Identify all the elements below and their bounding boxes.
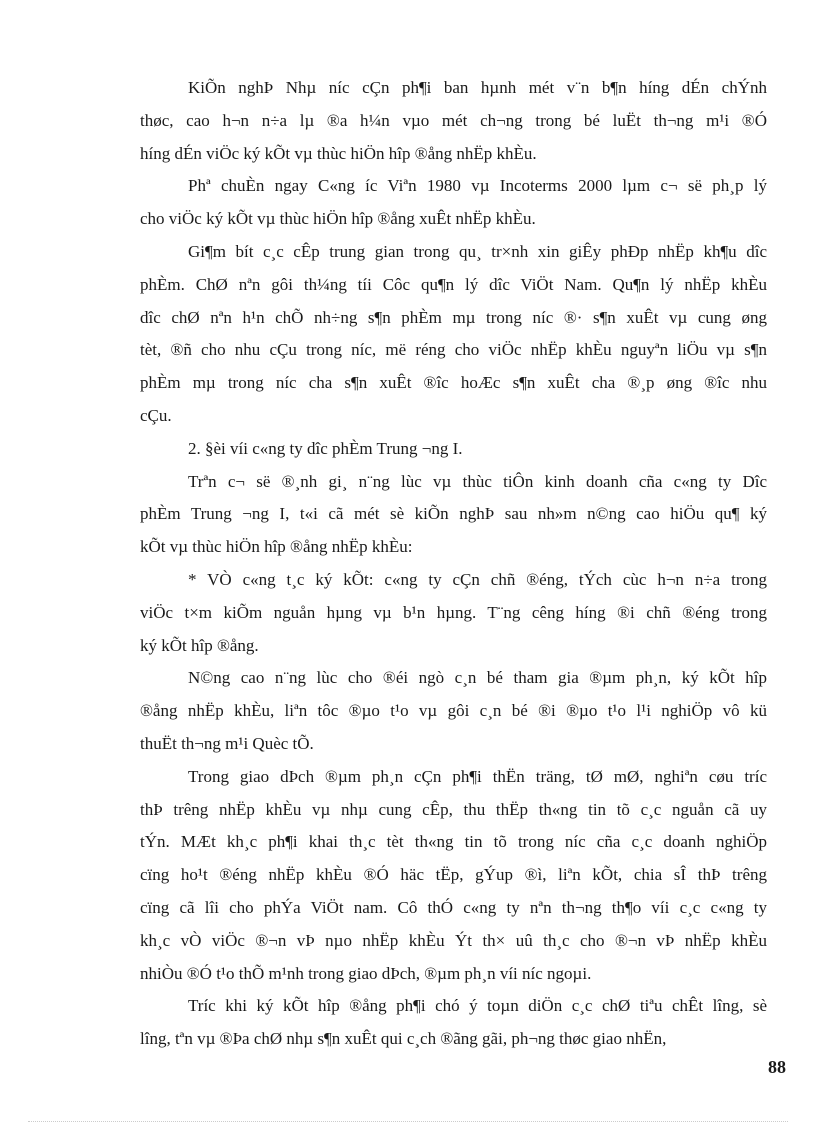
- text-line: cïng ho¹t ®éng nhËp khÈu ®Ó häc tËp, gÝup ®ì, liªn kÕt, chia sÎ thÞ trêng: [140, 865, 767, 885]
- text-line: viÖc t×m kiÕm nguån hµng vµ b¹n hµng. T¨ng cêng híng ®i chñ ®éng trong: [140, 602, 767, 622]
- paragraph: [140, 72, 767, 170]
- text-line: kÕt vµ thùc hiÖn hîp ®ång nhËp khÈu:: [140, 537, 413, 557]
- paragraph: [140, 761, 767, 991]
- text-line: nhiÒu ®Ó t¹o thÕ m¹nh trong giao dÞch, ®µm ph¸n víi níc ngoµi.: [140, 963, 592, 983]
- text-line: kh¸c vÒ viÖc ®¬n vÞ nµo nhËp khÈu Ýt th× uû th¸c cho ®¬n vÞ nhËp khÈu: [140, 930, 767, 950]
- text-line: thÞ trêng nhËp khÈu vµ nhµ cung cÊp, thu thËp th«ng tin tõ c¸c nguån cã uy: [140, 799, 767, 819]
- paragraph: [140, 990, 767, 1056]
- footer-rule: [28, 1121, 788, 1122]
- body-text: [140, 72, 767, 1056]
- text-line: KiÕn nghÞ Nhµ níc cÇn ph¶i ban hµnh mét v¨n b¶n híng dÉn chÝnh: [188, 78, 767, 97]
- text-line: thøc, cao h¬n n÷a lµ ®a h¼n vµo mét ch¬ng trong bé luËt th¬ng m¹i ®Ó: [140, 110, 767, 130]
- page-number: 88: [768, 1057, 786, 1077]
- paragraph: [140, 662, 767, 760]
- paragraph: [140, 466, 767, 564]
- text-line: híng dÉn viÖc ký kÕt vµ thùc hiÖn hîp ®ång nhËp khÈu.: [140, 143, 537, 163]
- text-line: ®ång nhËp khÈu, liªn tôc ®µo t¹o vµ gôi c¸n bé ®i ®µo t¹o l¹i nghiÖp vô kü: [140, 701, 767, 721]
- text-line: Trong giao dÞch ®µm ph¸n cÇn ph¶i thËn träng, tØ mØ, nghiªn cøu tríc: [188, 766, 767, 786]
- text-line: cho viÖc ký kÕt vµ thùc hiÖn hîp ®ång xuÊt nhËp khÈu.: [140, 209, 536, 229]
- text-line: dîc chØ nªn h¹n chÕ nh÷ng s¶n phÈm mµ trong níc ®· s¶n xuÊt vµ cung øng: [140, 307, 767, 327]
- text-line: phÈm. ChØ nªn gôi th¼ng tíi Côc qu¶n lý dîc ViÖt Nam. Qu¶n lý nhËp khÈu: [140, 274, 767, 294]
- text-line: lîng, tªn vµ ®Þa chØ nhµ s¶n xuÊt qui c¸ch ®ãng gãi, ph¬ng thøc giao nhËn,: [140, 1029, 667, 1049]
- text-line: * VÒ c«ng t¸c ký kÕt: c«ng ty cÇn chñ ®éng, tÝch cùc h¬n n÷a trong: [188, 569, 767, 589]
- paragraph: [140, 170, 767, 236]
- paragraph: [140, 564, 767, 662]
- text-line: N©ng cao n¨ng lùc cho ®éi ngò c¸n bé tham gia ®µm ph¸n, ký kÕt hîp: [188, 668, 767, 688]
- text-line: cÇu.: [140, 405, 172, 425]
- paragraph: [140, 236, 767, 433]
- text-line: phÈm mµ trong níc cha s¶n xuÊt ®îc hoÆc s¶n xuÊt cha ®¸p øng ®îc nhu: [140, 373, 767, 393]
- text-line: phÈm Trung ¬ng I, t«i cã mét sè kiÕn nghÞ sau nh»m n©ng cao hiÖu qu¶ ký: [140, 504, 767, 524]
- paragraph: [140, 433, 767, 466]
- text-line: 2. §èi víi c«ng ty dîc phÈm Trung ¬ng I.: [188, 438, 463, 458]
- text-line: tÝn. MÆt kh¸c ph¶i khai th¸c tèt th«ng tin tõ trong níc cña c¸c doanh nghiÖp: [140, 832, 767, 852]
- text-line: tèt, ®ñ cho nhu cÇu trong níc, më réng cho viÖc nhËp khÈu nguyªn liÖu vµ s¶n: [140, 340, 767, 360]
- text-line: Tríc khi ký kÕt hîp ®ång ph¶i chó ý toµn diÖn c¸c chØ tiªu chÊt lîng, sè: [188, 996, 767, 1016]
- text-line: ký kÕt hîp ®ång.: [140, 635, 259, 655]
- text-line: Phª chuÈn ngay C«ng íc Viªn 1980 vµ Incoterms 2000 lµm c¬ së ph¸p lý: [188, 176, 767, 196]
- text-line: thuËt th¬ng m¹i Quèc tÕ.: [140, 733, 314, 753]
- text-line: Gi¶m bít c¸c cÊp trung gian trong qu¸ tr×nh xin giÊy phÐp nhËp kh¶u dîc: [188, 241, 767, 261]
- text-line: Trªn c¬ së ®¸nh gi¸ n¨ng lùc vµ thùc tiÔn kinh doanh cña c«ng ty Dîc: [188, 471, 767, 491]
- text-line: cïng cã lîi cho phÝa ViÖt nam. Cô thÓ c«ng ty nªn th¬ng th¶o víi c¸c c«ng ty: [140, 897, 767, 917]
